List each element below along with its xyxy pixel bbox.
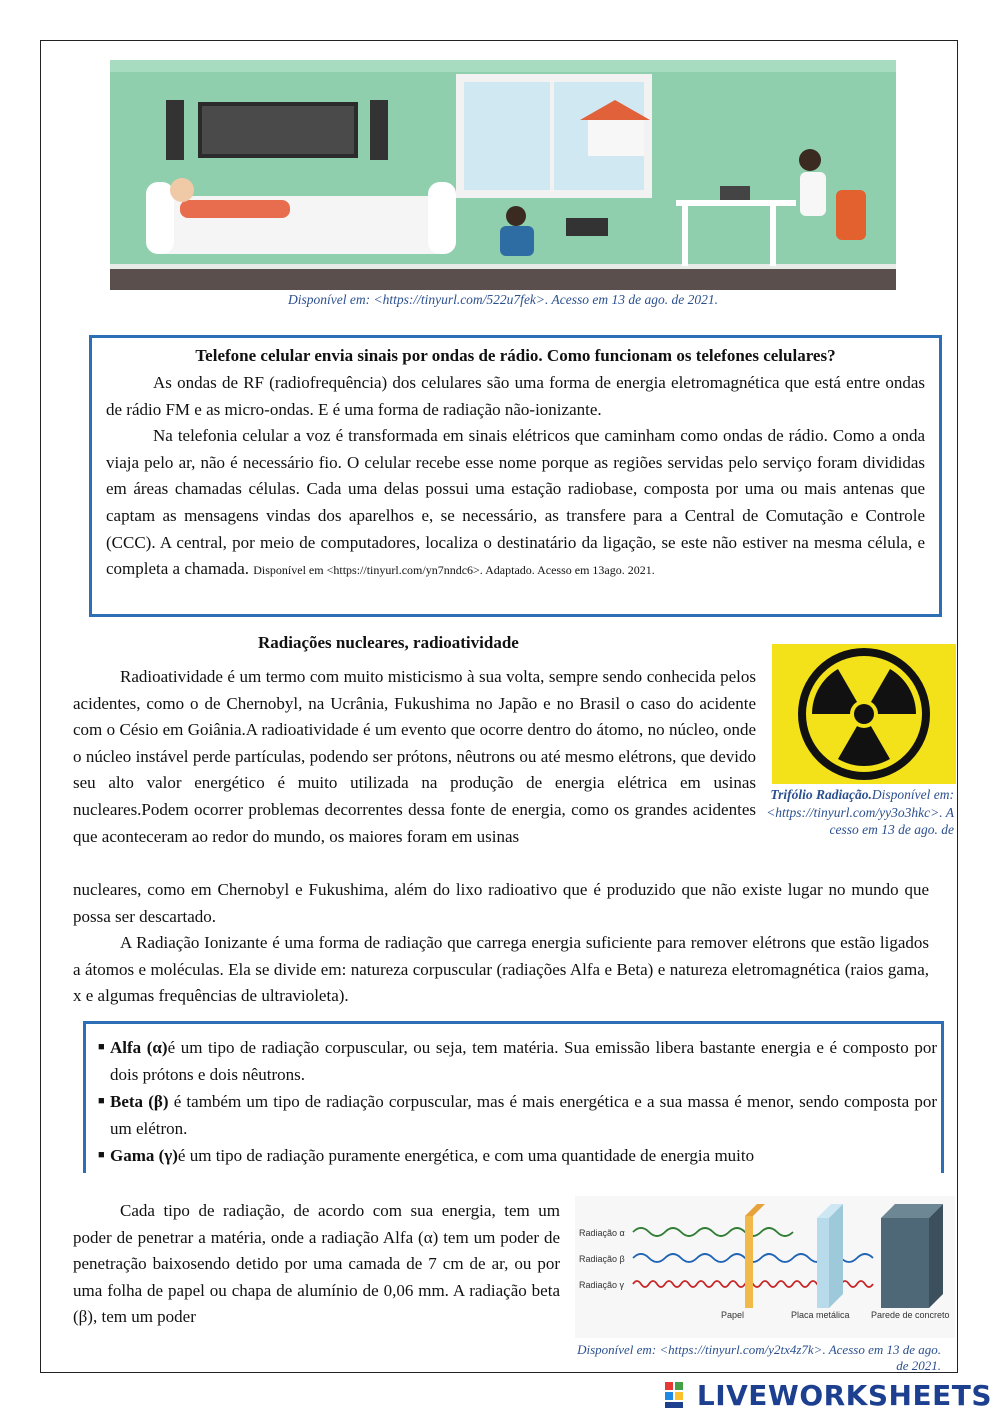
liveworksheets-logo[interactable] — [665, 1378, 992, 1412]
gamma-term: Gama (γ) — [110, 1146, 178, 1165]
radiation-types-box — [83, 1021, 944, 1173]
logo-text: LIVEWORKSHEETS — [696, 1378, 992, 1412]
trefoil-caption — [766, 786, 954, 839]
box1-paragraph-2 — [106, 423, 925, 584]
label-alpha: Radiação α — [579, 1228, 625, 1238]
ionizing-radiation-paragraph: A Radiação Ionizante é uma forma de radiação que carrega energia suficiente para remover elétrons que estão ligados a átomos e moléculas. Ela se divide em: natureza corpuscular (radiações Alfa e Beta) e natureza eletromagnética (raios gama, x e algumas frequências de ultravioleta). — [73, 933, 929, 1006]
material-concrete: Parede de concreto — [871, 1310, 950, 1320]
alpha-item: ■ Alfa (α)é um tipo de radiação corpuscular, ou seja, tem matéria. Sua emissão libera bastante energia e é composto por dois prótons e dois nêutrons. — [98, 1038, 937, 1084]
label-beta: Radiação β — [579, 1254, 625, 1264]
radioactivity-paragraph-continued: nucleares, como em Chernobyl e Fukushima, além do lixo radioativo que é produzido que não existe lugar no mundo que possa ser descartado. — [73, 880, 929, 926]
radiation-trefoil-image — [772, 644, 956, 784]
beta-text: é também um tipo de radiação corpuscular, mas é mais energética e a sua massa é menor, sendo composta por um elétron. — [110, 1092, 937, 1138]
section-title: Radiações nucleares, radioatividade — [258, 633, 519, 652]
material-paper: Papel — [721, 1310, 745, 1320]
box1-paragraph-1: As ondas de RF (radiofrequência) dos celulares são uma forma de energia eletromagnética que está entre ondas de rádio FM e as micro-ondas. E é uma forma de radiação não-ionizante. — [106, 373, 925, 419]
beta-term: Beta (β) — [110, 1092, 169, 1111]
penetration-paragraph: Cada tipo de radiação, de acordo com sua energia, tem um poder de penetrar a matéria, onde a radiação Alfa (α) tem um poder de penetração baixosendo detido por uma camada de 7 cm de ar, ou por uma folha de papel ou chapa de alumínio de 0,06 mm. A radiação beta (β), tem um poder — [73, 1201, 560, 1327]
concrete-wall — [881, 1218, 929, 1308]
metal-plate — [817, 1218, 829, 1308]
penetration-diagram — [575, 1196, 955, 1338]
cellphone-info-box — [89, 335, 942, 617]
label-gamma: Radiação γ — [579, 1280, 625, 1290]
room-image-caption: Disponível em: <https://tinyurl.com/522u7fek>. Acesso em 13 de ago. de 2021. — [287, 292, 719, 307]
room-illustration — [110, 60, 896, 290]
gamma-item: ■ Gama (γ)é um tipo de radiação puramente energética, e com uma quantidade de energia muito — [98, 1146, 755, 1165]
box1-title: Telefone celular envia sinais por ondas de rádio. Como funcionam os telefones celulares? — [195, 346, 836, 365]
lws-emblem-icon — [665, 1380, 693, 1410]
material-metal: Placa metálica — [791, 1310, 850, 1320]
beta-item: ■ Beta (β) é também um tipo de radiação corpuscular, mas é mais energética e a sua massa é menor, sendo composta por um elétron. — [98, 1092, 937, 1138]
alpha-term: Alfa (α) — [110, 1038, 168, 1057]
gamma-text: é um tipo de radiação puramente energética, e com uma quantidade de energia muito — [177, 1146, 755, 1165]
alpha-text: é um tipo de radiação corpuscular, ou seja, tem matéria. Sua emissão libera bastante energia e é composto por dois prótons e dois nêutrons. — [110, 1038, 937, 1084]
trefoil-caption-title: Trifólio Radiação. — [770, 787, 872, 802]
penetration-caption: Disponível em: <https://tinyurl.com/y2tx4z7k>. Acesso em 13 de ago. de 2021. — [577, 1342, 941, 1373]
radioactivity-paragraph: Radioatividade é um termo com muito misticismo à sua volta, sempre sendo conhecida pelos acidentes, como o de Chernobyl, na Ucrânia, Fukushima no Japão e no Brasil o caso do acidente com o Césio em Goiânia.A radioatividade é um evento que ocorre dentro do átomo, no núcleo, onde o núcleo instável perde partículas, podendo ser prótons, nêutrons ou até mesmo elétrons, que devido seu alto valor energético é muito utilizada na produção de energia elétrica em usinas nucleares.Podem ocorrer problemas decorrentes dessa fonte de energia, como os grandes acidentes que aconteceram ao redor do mundo, os maiores foram em usinas — [73, 667, 756, 846]
trefoil-caption-source: Disponível em: <https://tinyurl.com/yy3o3hkc>. Acesso em 13 de ago. de — [766, 787, 954, 837]
paper-sheet — [745, 1216, 753, 1308]
box1-source: Disponível em <https://tinyurl.com/yn7nndc6>. Adaptado. Acesso em 13ago. 2021. — [253, 563, 655, 578]
box1-paragraph-2-text: Na telefonia celular a voz é transformada em sinais elétricos que caminham como ondas de rádio. Como a onda viaja pelo ar, não é necessário fio. O celular recebe esse nome porque as regiões servidas pelo serviço foram divididas em áreas chamadas células. Cada uma delas possui uma estação radiobase, composta por uma ou mais antenas que captam as mensagens vindas dos aparelhos e, se necessário, as transfere para a Central de Comutação e Controle (CCC). A central, por meio de computadores, localiza o destinatário da ligação, se este não estiver na mesma célula, e completa a chamada. — [106, 426, 925, 579]
